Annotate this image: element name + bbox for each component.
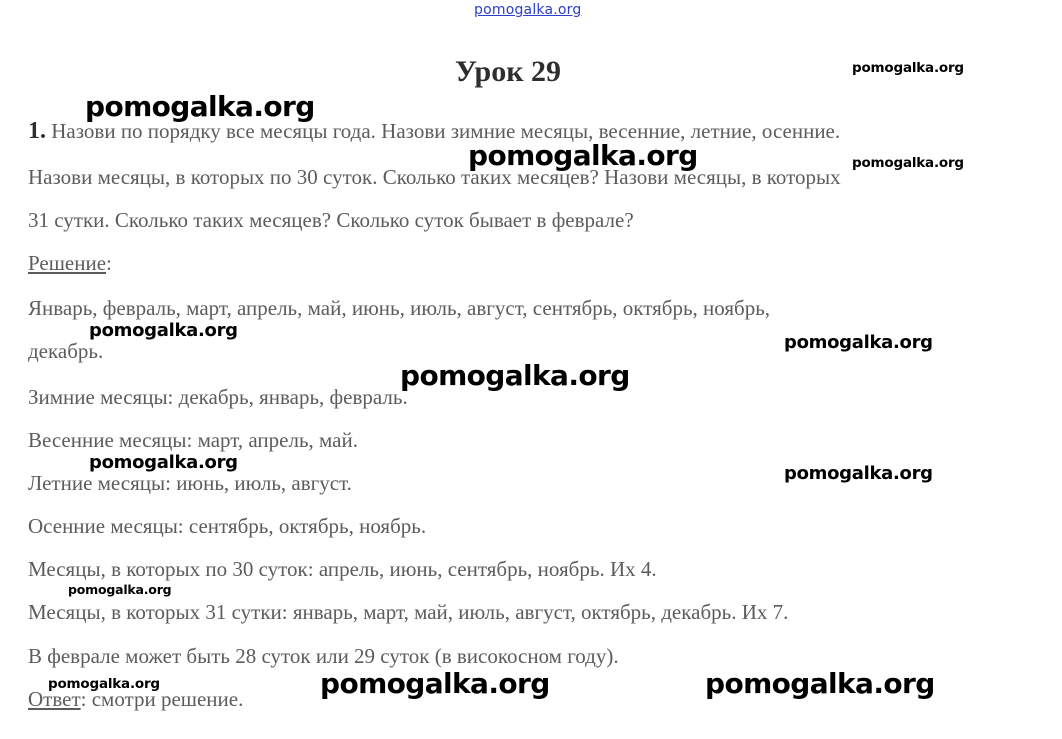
solution-line: Зимние месяцы: декабрь, январь, февраль.: [28, 385, 408, 409]
answer-label: Ответ: [28, 687, 81, 711]
solution-colon: :: [106, 251, 112, 275]
watermark: pomogalka.org: [400, 359, 630, 392]
solution-line: В феврале может быть 28 суток или 29 суток (в високосном году).: [28, 644, 619, 668]
solution-label: Решение: [28, 251, 107, 275]
task-line-2: Назови месяцы, в которых по 30 суток. Сколько таких месяцев? Назови месяцы, в которых: [28, 165, 841, 189]
task-text-1: Назови по порядку все месяцы года. Назови зимние месяцы, весенние, летние, осенние.: [51, 119, 841, 143]
solution-line: Весенние месяцы: март, апрель, май.: [28, 428, 358, 452]
watermark: pomogalka.org: [89, 452, 238, 473]
watermark: pomogalka.org: [48, 676, 160, 692]
task-number: 1.: [28, 118, 46, 144]
watermark: pomogalka.org: [852, 155, 964, 171]
solution-line: Январь, февраль, март, апрель, май, июнь, июль, август, сентябрь, октябрь, ноябрь,: [28, 296, 771, 320]
watermark: pomogalka.org: [85, 90, 315, 123]
solution-heading: [28, 251, 112, 276]
answer-text: : смотри решение.: [80, 687, 244, 711]
solution-line: Летние месяцы: июнь, июль, август.: [28, 471, 352, 495]
solution-line: Месяцы, в которых по 30 суток: апрель, июнь, сентябрь, ноябрь. Их 4.: [28, 557, 657, 581]
site-link[interactable]: pomogalka.org: [474, 2, 582, 18]
watermark: pomogalka.org: [784, 463, 933, 484]
watermark: pomogalka.org: [320, 667, 550, 700]
watermark: pomogalka.org: [784, 332, 933, 353]
watermark: pomogalka.org: [89, 320, 238, 341]
watermark: pomogalka.org: [852, 60, 964, 76]
solution-line: Осенние месяцы: сентябрь, октябрь, ноябрь.: [28, 514, 427, 538]
solution-line: декабрь.: [28, 339, 104, 363]
watermark: pomogalka.org: [468, 139, 698, 172]
watermark: pomogalka.org: [705, 667, 935, 700]
solution-line: Месяцы, в которых 31 сутки: январь, март, май, июль, август, октябрь, декабрь. Их 7.: [28, 600, 789, 624]
watermark: pomogalka.org: [68, 582, 172, 597]
lesson-title: Урок 29: [455, 55, 562, 88]
task-line-3: 31 сутки. Сколько таких месяцев? Сколько суток бывает в феврале?: [28, 208, 634, 232]
